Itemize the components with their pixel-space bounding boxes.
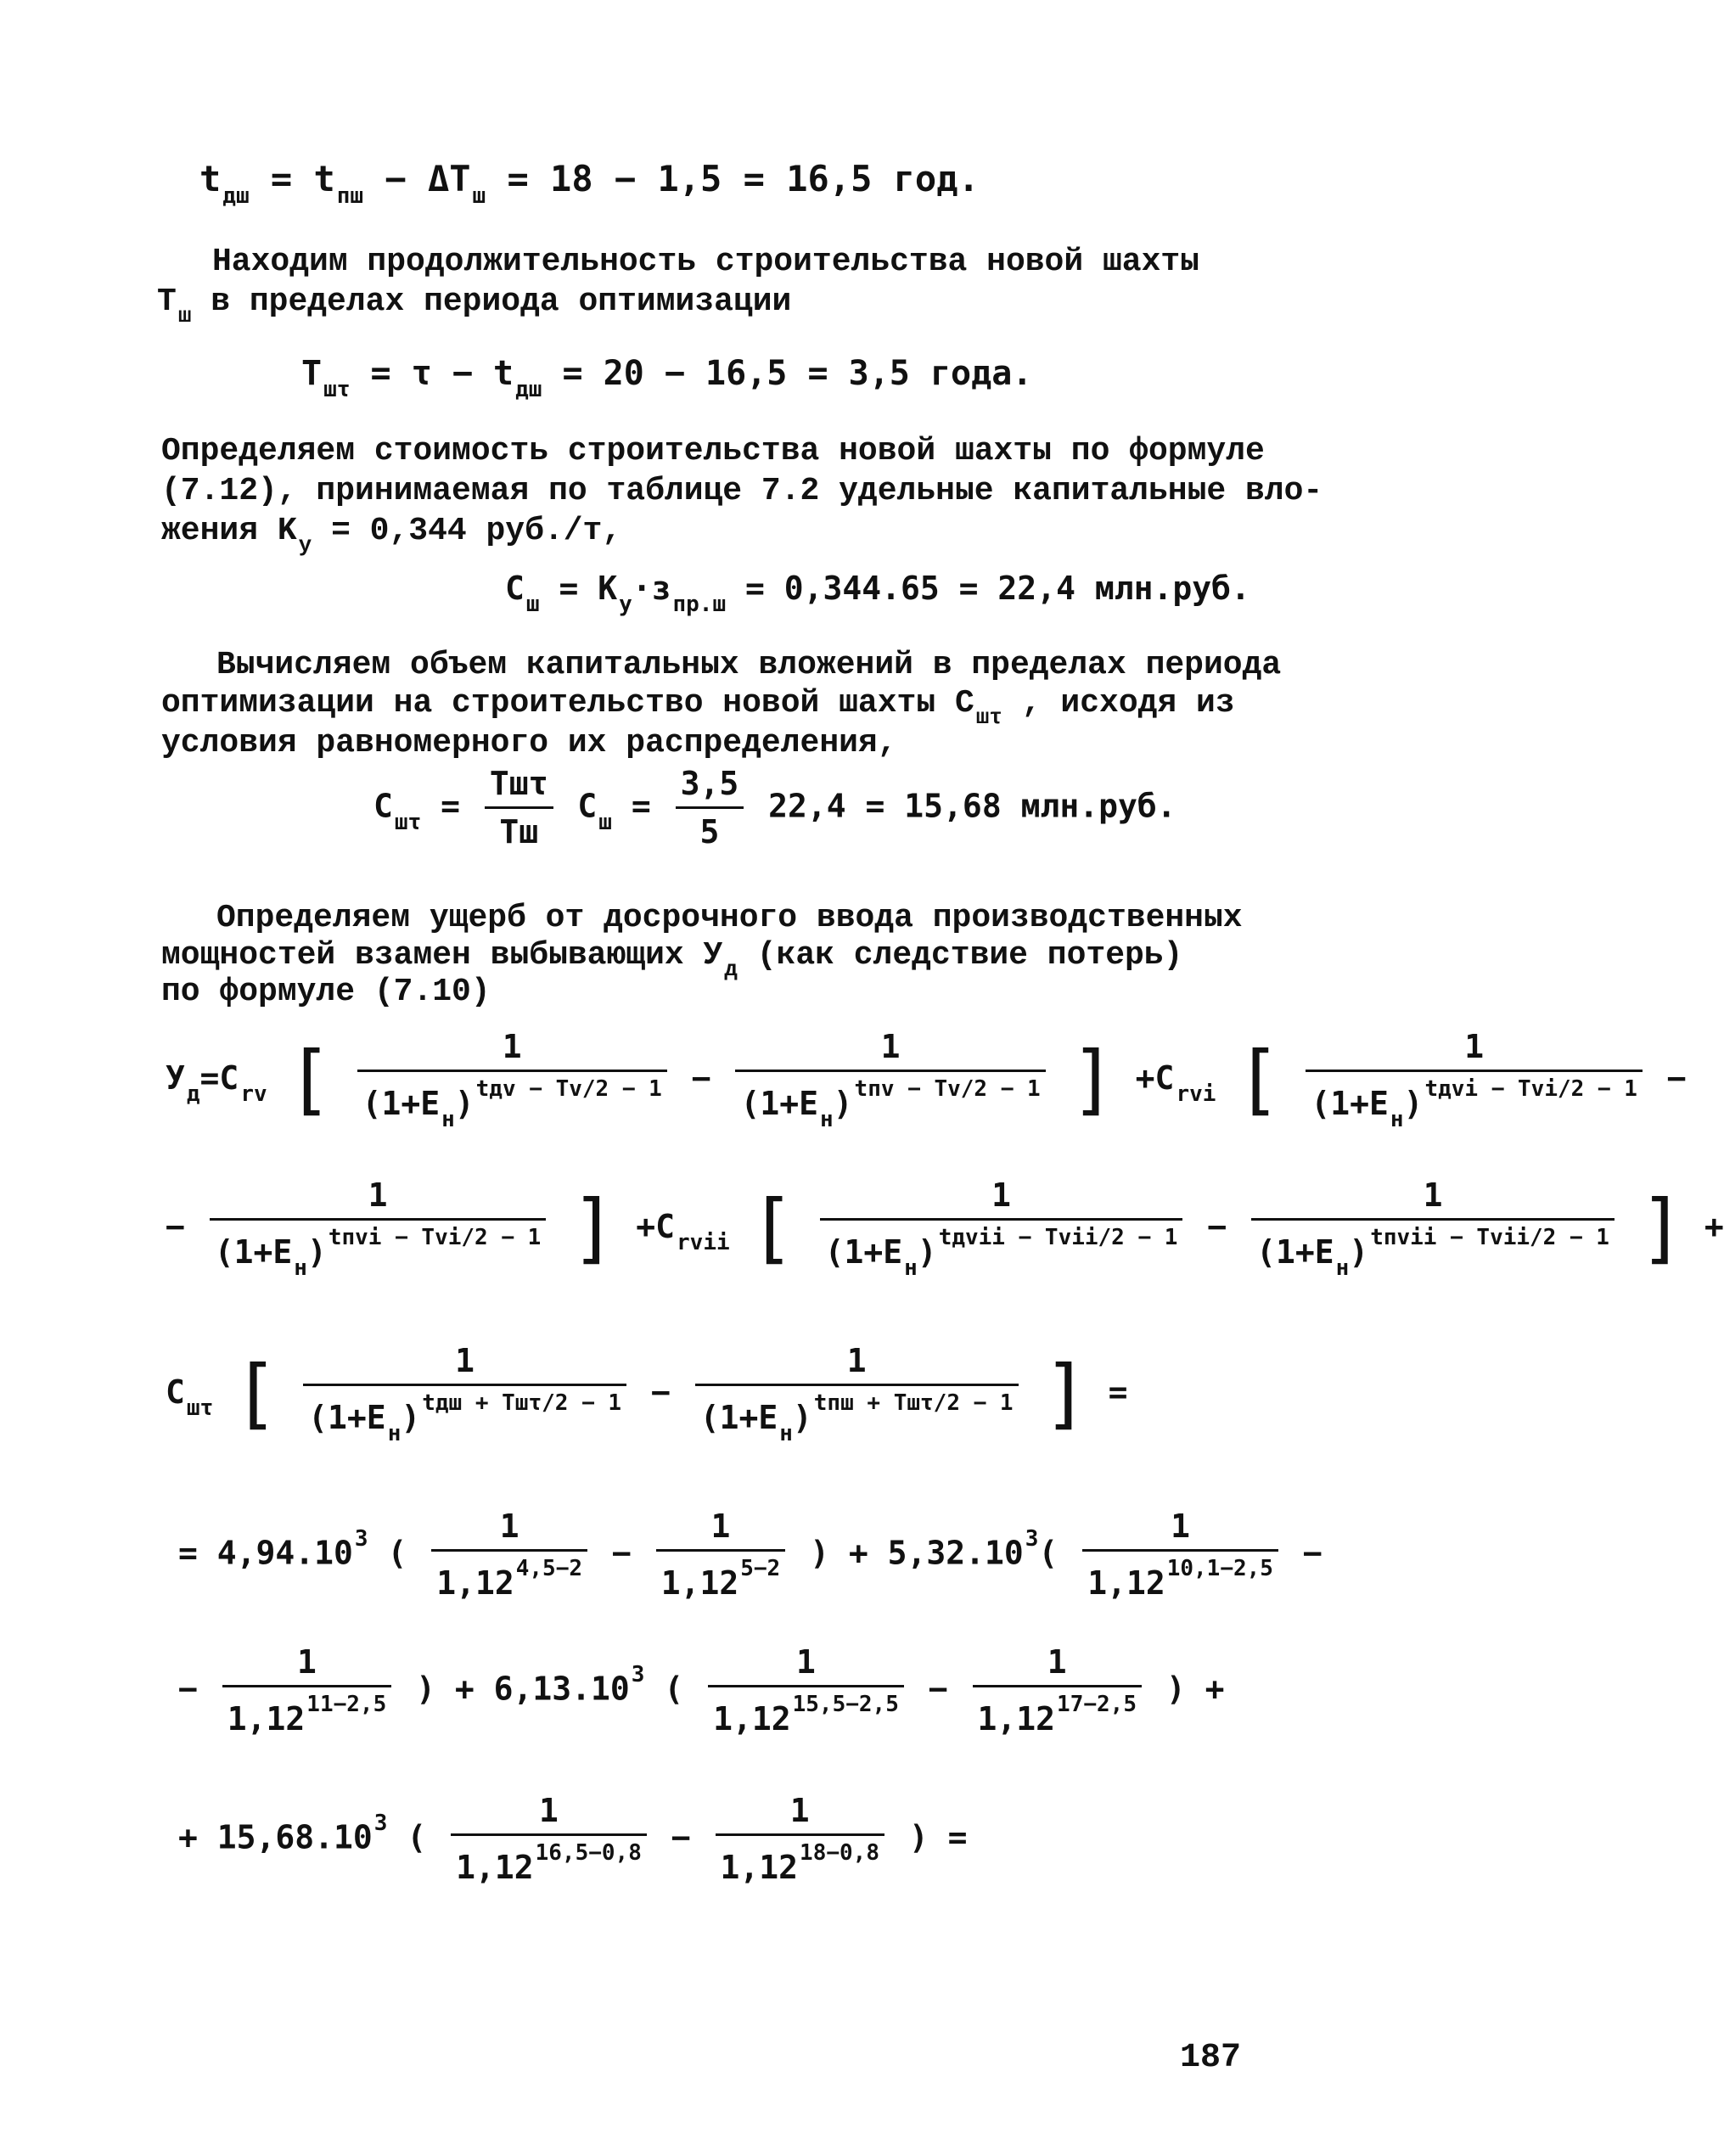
paren: )	[454, 1084, 475, 1122]
symbol-c: C	[505, 570, 525, 607]
fraction-denominator	[303, 1386, 626, 1448]
paragraph-text: (как следствие потерь)	[756, 937, 1183, 974]
exponent: 10,1−2,5	[1166, 1555, 1273, 1581]
equation-mid: = K	[559, 570, 618, 607]
fraction-numerator: 1	[716, 1791, 884, 1836]
paren: )	[908, 1818, 929, 1856]
paren: )	[306, 1232, 327, 1271]
subscript: н	[904, 1255, 918, 1281]
fraction-denominator: 5	[699, 812, 720, 851]
minus-sign: −	[178, 1670, 198, 1708]
fraction-denominator	[1306, 1072, 1643, 1134]
left-bracket: [	[749, 1183, 795, 1273]
fraction-numerator: 1	[820, 1176, 1183, 1221]
paren: )	[401, 1398, 421, 1436]
fraction	[222, 1642, 391, 1739]
exponent: tдvi − Tvi/2 − 1	[1424, 1075, 1637, 1102]
exponent: 5−2	[740, 1555, 781, 1581]
subscript: ш	[525, 592, 540, 617]
fraction-numerator: 1	[1251, 1176, 1614, 1221]
subscript: пш	[336, 183, 364, 209]
minus-sign: −	[691, 1059, 711, 1097]
exponent: 11−2,5	[306, 1691, 387, 1717]
equation-t-dsh	[199, 157, 980, 211]
base: (1+E	[214, 1232, 293, 1271]
fraction	[1306, 1027, 1643, 1133]
fraction-numerator: 1	[708, 1642, 904, 1687]
subscript: rvii	[677, 1230, 730, 1255]
subscript: д	[724, 957, 738, 982]
minus-sign: −	[1302, 1534, 1322, 1572]
equation-tail: = 20 − 16,5 = 3,5 года.	[562, 354, 1033, 393]
minus-sign: −	[166, 1208, 185, 1245]
right-bracket: ]	[1070, 1035, 1116, 1125]
paragraph-line: Определяем стоимость строительства новой шахты по формуле	[161, 433, 1265, 469]
paren: )	[1165, 1670, 1186, 1708]
fraction-denominator	[222, 1687, 391, 1740]
fraction-numerator: 1	[656, 1507, 785, 1552]
fraction-denominator	[1251, 1221, 1614, 1283]
right-bracket: ]	[1638, 1183, 1686, 1273]
paragraph-text: = 0,344 руб./т,	[331, 513, 622, 549]
fraction-numerator: 3,5	[676, 764, 744, 809]
exponent: 4,5−2	[515, 1555, 583, 1581]
plus-c: +C	[1135, 1059, 1175, 1097]
paren: (	[664, 1670, 684, 1708]
coefficient: ) + 6,13.10	[416, 1670, 630, 1708]
equals-sign: =	[441, 787, 460, 825]
base: 1,12	[456, 1848, 534, 1886]
fraction	[716, 1791, 884, 1888]
exponent: tдv − Tv/2 − 1	[475, 1075, 662, 1102]
paragraph-text: в пределах периода оптимизации	[211, 284, 792, 320]
subscript: шτ	[975, 705, 1002, 730]
fraction-denominator	[357, 1072, 667, 1134]
paragraph-line: (7.12), принимаемая по таблице 7.2 удельные капитальные вло-	[161, 473, 1323, 509]
equals-sign: =	[947, 1818, 968, 1856]
fraction-denominator: Tш	[499, 812, 539, 851]
exponent: 3	[354, 1525, 368, 1552]
fraction	[656, 1507, 785, 1603]
subscript: н	[294, 1255, 307, 1281]
base: 1,12	[713, 1699, 791, 1738]
exponent: 3	[1025, 1525, 1039, 1552]
paren: (	[387, 1534, 407, 1572]
paragraph-line: по формуле (7.10)	[161, 974, 491, 1010]
left-bracket: [	[1235, 1035, 1282, 1125]
fraction	[820, 1176, 1183, 1282]
fraction	[303, 1341, 626, 1447]
fraction-denominator	[431, 1552, 587, 1604]
fraction-denominator	[973, 1687, 1142, 1740]
fraction-denominator	[820, 1221, 1183, 1283]
fraction-numerator: 1	[222, 1642, 391, 1687]
fraction	[1251, 1176, 1614, 1282]
subscript: шτ	[323, 377, 351, 402]
exponent: tпш + Tшτ/2 − 1	[813, 1390, 1014, 1416]
exponent: 16,5−0,8	[535, 1839, 642, 1866]
base: (1+E	[699, 1398, 778, 1436]
minus-sign: −	[1666, 1059, 1687, 1097]
symbol-c: C	[166, 1373, 185, 1411]
fraction-numerator: 1	[1306, 1027, 1643, 1072]
numeric-row-1	[178, 1507, 1322, 1603]
subscript: д	[186, 1081, 200, 1107]
equation-c-sh	[505, 569, 1250, 619]
subscript: шτ	[394, 809, 422, 835]
fraction-numerator: 1	[695, 1341, 1019, 1386]
fraction	[735, 1027, 1045, 1133]
symbol-delta-t: − ΔT	[385, 158, 471, 199]
fraction-numerator: 1	[431, 1507, 587, 1552]
minus-sign: −	[1207, 1208, 1227, 1245]
base: 1,12	[977, 1699, 1056, 1738]
equals-sign: =	[1108, 1373, 1128, 1411]
coefficient: = 4,94.10	[178, 1534, 353, 1572]
paren: )	[833, 1084, 853, 1122]
paren: )	[1403, 1084, 1424, 1122]
exponent: tдvii − Tvii/2 − 1	[938, 1224, 1178, 1250]
numeric-row-3	[178, 1791, 968, 1888]
equation-mid: ·з	[632, 570, 671, 607]
subscript: н	[1335, 1255, 1350, 1281]
subscript: шτ	[186, 1395, 214, 1421]
symbol-u: У	[166, 1059, 185, 1097]
fraction	[973, 1642, 1142, 1739]
fraction-denominator	[716, 1836, 884, 1889]
fraction	[708, 1642, 904, 1739]
base: 1,12	[1087, 1564, 1165, 1602]
fraction-denominator	[695, 1386, 1019, 1448]
subscript: rvi	[1176, 1081, 1216, 1107]
right-bracket: ]	[1042, 1349, 1089, 1439]
fraction-numerator: 1	[357, 1027, 667, 1072]
minus-sign: −	[611, 1534, 632, 1572]
fraction	[1082, 1507, 1278, 1603]
base: (1+E	[740, 1084, 818, 1122]
fraction	[210, 1176, 547, 1282]
fraction	[485, 764, 553, 852]
paren: (	[407, 1818, 427, 1856]
equation-c-sht	[373, 764, 1176, 852]
coefficient: ) + 5,32.10	[810, 1534, 1024, 1572]
fraction-denominator	[1082, 1552, 1278, 1604]
fraction-numerator: Tшτ	[485, 764, 553, 809]
subscript: ш	[472, 183, 486, 209]
equation-tail: = 18 − 1,5 = 16,5 год.	[507, 158, 980, 199]
base: 1,12	[227, 1699, 306, 1738]
exponent: tпvii − Tvii/2 − 1	[1370, 1224, 1609, 1250]
subscript: н	[779, 1420, 793, 1446]
paren: (	[1038, 1534, 1059, 1572]
fraction	[431, 1507, 587, 1603]
exponent: tдш + Tшτ/2 − 1	[422, 1390, 622, 1416]
paren: )	[792, 1398, 812, 1436]
fraction-numerator: 1	[210, 1176, 547, 1221]
minus-sign: −	[928, 1670, 948, 1708]
minus-sign: −	[650, 1373, 671, 1411]
left-bracket: [	[233, 1349, 279, 1439]
subscript: н	[820, 1106, 834, 1132]
paragraph-text: жения K	[161, 513, 297, 549]
base: (1+E	[1311, 1084, 1389, 1122]
fraction	[451, 1791, 647, 1888]
coefficient: + 15,68.10	[178, 1818, 373, 1856]
fraction	[695, 1341, 1019, 1447]
fraction-numerator: 1	[451, 1791, 647, 1836]
minus-sign: −	[671, 1818, 691, 1856]
fraction-numerator: 1	[1082, 1507, 1278, 1552]
fraction-numerator: 1	[973, 1642, 1142, 1687]
paragraph-line: Определяем ущерб от досрочного ввода производственных	[216, 900, 1243, 936]
subscript: дш	[222, 183, 250, 209]
exponent: 3	[631, 1661, 645, 1687]
exponent: 17−2,5	[1057, 1691, 1137, 1717]
equation-tail: = 0,344.65 = 22,4 млн.руб.	[745, 570, 1250, 607]
exponent: tпvi − Tvi/2 − 1	[328, 1224, 542, 1250]
symbol-c: C	[577, 787, 598, 825]
left-bracket: [	[286, 1035, 333, 1125]
exponent: 18−0,8	[800, 1839, 879, 1866]
formula-row-1	[166, 1027, 1687, 1133]
symbol-c: C	[373, 787, 393, 825]
equals-sign: =	[631, 787, 651, 825]
paragraph-text: мощностей взамен выбывающих У	[161, 937, 723, 974]
equation-mid: = τ − t	[370, 354, 514, 393]
fraction-denominator	[451, 1836, 647, 1889]
paragraph-text: оптимизации на строительство новой шахты C	[161, 685, 974, 721]
fraction-numerator: 1	[735, 1027, 1045, 1072]
symbol-t: = t	[270, 158, 335, 199]
fraction-denominator	[210, 1221, 547, 1283]
fraction-numerator: 1	[303, 1341, 626, 1386]
paragraph-line	[161, 511, 621, 559]
subscript: у	[298, 532, 312, 558]
equation-tail: 22,4 = 15,68 млн.руб.	[768, 787, 1176, 825]
numeric-row-2	[178, 1642, 1225, 1739]
paragraph-line: Вычисляем объем капитальных вложений в пределах периода	[216, 647, 1282, 683]
fraction	[676, 764, 744, 852]
exponent: 15,5−2,5	[792, 1691, 899, 1717]
exponent: 3	[373, 1810, 388, 1836]
fraction	[357, 1027, 667, 1133]
paren: )	[917, 1232, 937, 1271]
exponent: tпv − Tv/2 − 1	[854, 1075, 1041, 1102]
subscript: у	[619, 592, 632, 617]
paren: )	[1349, 1232, 1369, 1271]
symbol-t: T	[157, 284, 177, 320]
right-bracket: ]	[570, 1183, 617, 1273]
plus-c: +C	[636, 1208, 676, 1245]
subscript: н	[441, 1106, 455, 1132]
symbol-t: t	[199, 158, 222, 199]
symbol-t: T	[301, 354, 323, 393]
fraction-denominator	[708, 1687, 904, 1740]
formula-row-3	[166, 1341, 1127, 1447]
subscript: ш	[177, 303, 192, 328]
paragraph-text: , исходя из	[1021, 685, 1235, 721]
base: 1,12	[436, 1564, 514, 1602]
base: 1,12	[720, 1848, 799, 1886]
plus-sign: +	[1704, 1208, 1724, 1245]
paragraph-line: Находим продолжительность строительства новой шахты	[212, 244, 1199, 280]
base: (1+E	[362, 1084, 441, 1122]
base: (1+E	[824, 1232, 903, 1271]
paragraph-line: условия равномерного их распределения,	[161, 725, 897, 761]
subscript: rv	[240, 1081, 267, 1107]
page-number: 187	[1179, 2039, 1241, 2077]
subscript: дш	[515, 377, 542, 402]
paragraph-line	[157, 282, 791, 330]
fraction-denominator	[656, 1552, 785, 1604]
subscript: н	[387, 1420, 402, 1446]
fraction-denominator	[735, 1072, 1045, 1134]
equals-c: =C	[199, 1059, 239, 1097]
base: (1+E	[1256, 1232, 1334, 1271]
subscript: пр.ш	[672, 592, 727, 617]
equation-t-sht	[301, 352, 1032, 404]
base: (1+E	[308, 1398, 386, 1436]
plus-sign: +	[1205, 1670, 1225, 1708]
formula-row-2	[166, 1176, 1724, 1282]
subscript: ш	[598, 809, 612, 835]
subscript: н	[1390, 1106, 1404, 1132]
base: 1,12	[660, 1564, 739, 1602]
